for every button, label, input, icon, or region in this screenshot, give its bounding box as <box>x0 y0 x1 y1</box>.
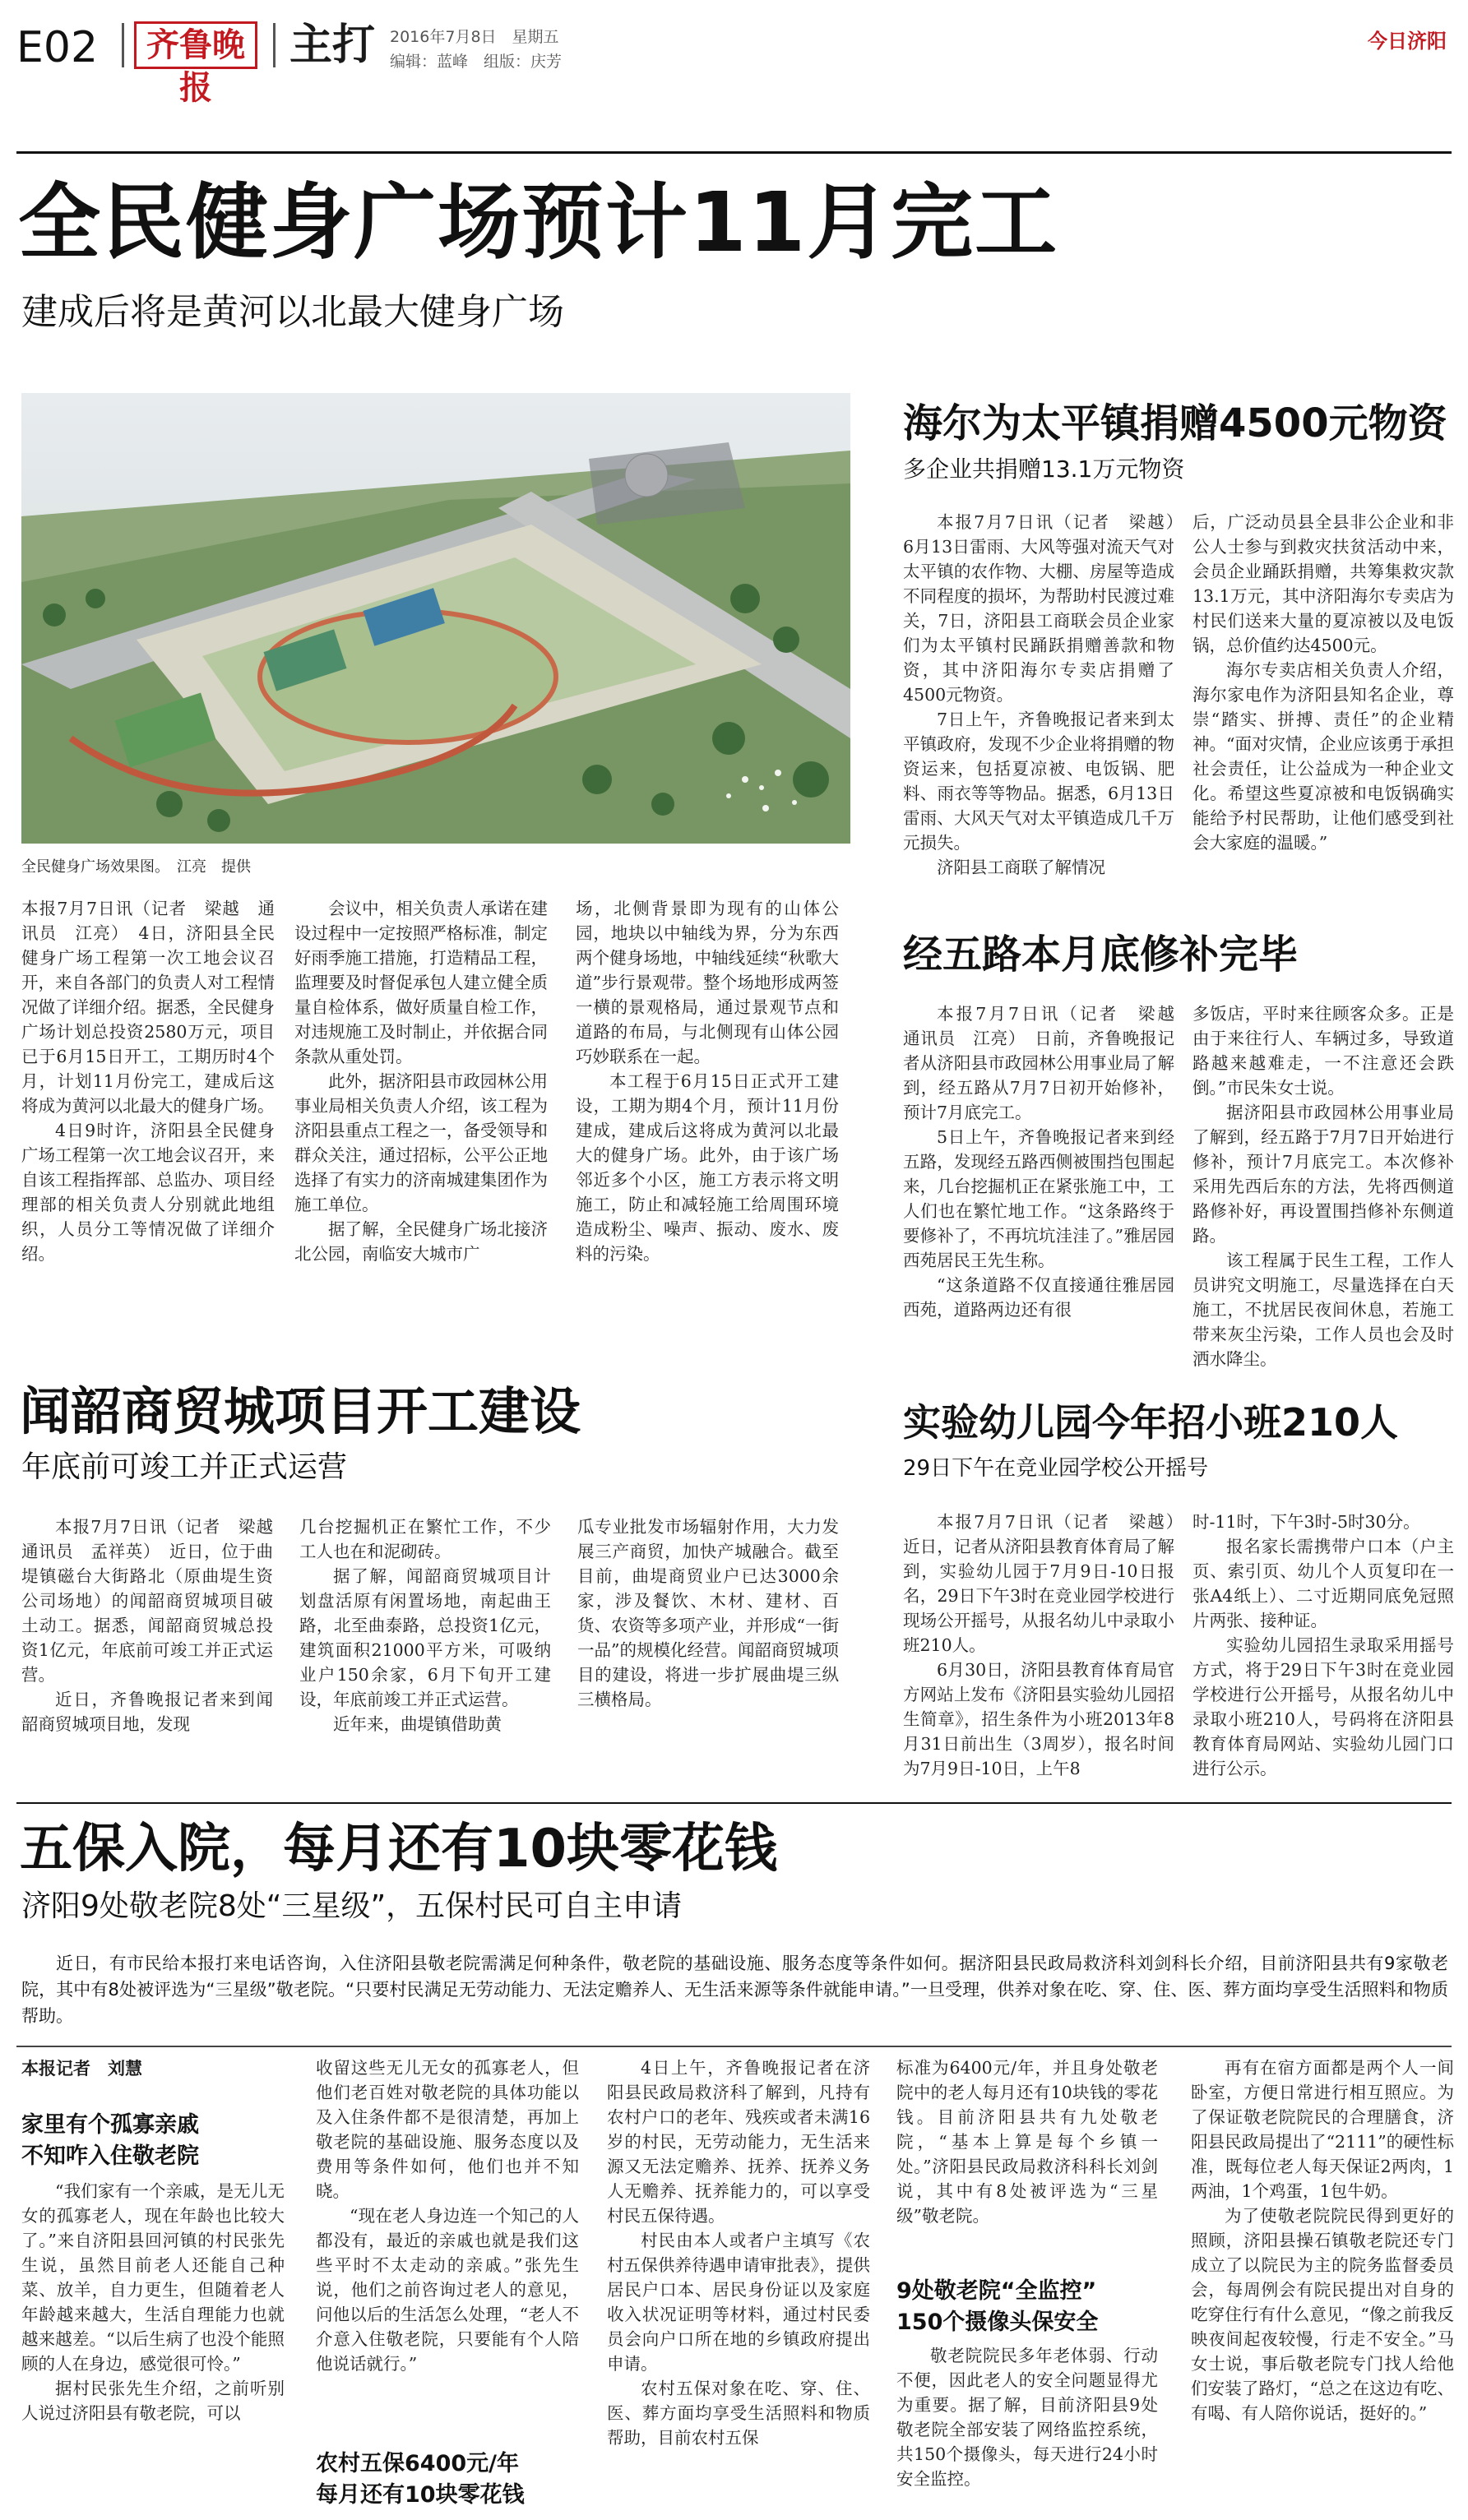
paragraph: 多饭店，平时来往顾客众多。正是由于来往行人、车辆过多，导致道路越来越难走，一不注意还会跌倒。”市民朱女士说。 <box>1192 1004 1454 1098</box>
lead-headline: 全民健身广场预计11月完工 <box>18 174 1059 270</box>
subheading: 家里有个孤寡亲戚 不知咋入住敬老院 <box>21 2112 199 2169</box>
paragraph: 本报7月7日讯（记者 梁越 通讯员 孟祥英） 近日，位于曲堤镇磁台大街路北（原曲堤生资公司场地）的闻韶商贸城项目破土动工。据悉，闻韶商贸城总投资1亿元，年底前可竣工并正式运营。 <box>21 1517 290 1685</box>
paragraph: 此外，据济阳县市政园林公用事业局相关负责人介绍，该工程为济阳县重点工程之一，备受领导和群众关注，通过招标，公平公正地选择了有实力的济南城建集团作为施工单位。 <box>294 1071 548 1214</box>
wubao-column-4b <box>896 2343 1158 2514</box>
paragraph: 据了解，闻韶商贸城项目计划盘活原有闲置场地，南起曲王路，北至曲泰路，总投资1亿元，建筑面积21000平方米，可吸纳业户150余家，6月下旬开工建设，年底前竣工并正式运营。 <box>299 1566 551 1709</box>
paragraph: 场，北侧背景即为现有的山体公园，地块以中轴线为界，分为东西两个健身场地，中轴线延续“秋歌大道”步行景观带。整个场地形成两签一横的景观格局，通过景观节点和道路的布局，与北侧现有山体公园巧妙联系在一起。 <box>576 899 839 1066</box>
header-divider <box>273 23 276 67</box>
image-caption: 全民健身广场效果图。 江亮 提供 <box>21 858 251 876</box>
paragraph: 本报7月7日讯（记者 梁越 通讯员 江亮） 4日，济阳县全民健身广场工程第一次工地会议召开，来自各部门的负责人对工程情况做了详细介绍。据悉，全民健身广场计划总投资2580万元，项目已于6月15日开工，工期历时4个月，计划11月份完工，建成后这将成为黄河以北最大的健身广场。 <box>21 899 275 1116</box>
paragraph: 近日，有市民给本报打来电话咨询，入住济阳县敬老院需满足何种条件，敬老院的基础设施、服务态度等条件如何。据济阳县民政局救济科刘剑科长介绍，目前济阳县共有9家敬老院，其中有8处被评选为“三星级”敬老院。“只要村民满足无劳动能力、无法定赡养人、无生活来源等条件就能申请。”一旦受理，供养对象在吃、穿、住、医、葬方面均享受生活照料和物质帮助。 <box>21 1954 1448 2026</box>
wubao-headline: 五保入院，每月还有10块零花钱 <box>20 1819 778 1880</box>
haier-subheadline: 多企业共捐赠13.1万元物资 <box>903 455 1185 483</box>
paragraph: 后，广泛动员县全县非公企业和非公人士参与到救灾扶贫活动中来，会员企业踊跃捐赠，共筹集救灾款13.1万元，其中济阳海尔专卖店为村民们送来大量的夏凉被以及电饭锅，总价值约达4500元。 <box>1192 512 1454 655</box>
paragraph: 据了解，全民健身广场北接济北公园，南临安大城市广 <box>294 1219 548 1264</box>
wubao-column-1 <box>21 2179 285 2514</box>
paragraph: 本报7月7日讯（记者 梁越 通讯员 江亮） 日前，齐鲁晚报记者从济阳县市政园林公用事业局了解到，经五路从7月7日初开始修补，预计7月底完工。 <box>903 1004 1192 1122</box>
paragraph: 标准为6400元/年，并且身处敬老院中的老人每月还有10块钱的零花钱。目前济阳县共有九处敬老院，“基本上算是每个乡镇一处。”济阳县民政局救济科科长刘剑说，其中有8处被评选为“三星级”敬老院。 <box>896 2058 1158 2226</box>
section-rule <box>16 1802 1452 1804</box>
paragraph: 5日上午，齐鲁晚报记者来到经五路，发现经五路西侧被围挡包围起来，几台挖掘机正在紧张施工中，工人们也在繁忙地工作。“这条路终于要修补了，不再坑坑洼洼了。”雅居园西苑居民王先生称。 <box>903 1127 1174 1270</box>
byline: 本报记者 刘慧 <box>21 2059 142 2078</box>
page-number: E02 <box>16 23 99 72</box>
wubao-subheadline: 济阳9处敬老院8处“三星级”，五保村民可自主申请 <box>21 1889 683 1923</box>
header-rule <box>16 151 1452 154</box>
paragraph: 为了使敬老院院民得到更好的照顾，济阳县操石镇敬老院还专门成立了以院民为主的院务监督委员会，每周例会有院民提出对自身的吃穿住行有什么意见，“像之前我反映夜间起夜较慢，行走不安全。”马女士说，事后敬老院专门找人给他们安装了路灯，“总之在这边有吃、有喝、有人陪你说话，挺好的。” <box>1191 2206 1454 2423</box>
newspaper-logo: 齐鲁晚报 <box>134 21 257 69</box>
lead-subheadline: 建成后将是黄河以北最大健身广场 <box>21 291 564 333</box>
road-column-1 <box>903 1001 1192 1373</box>
editors: 编辑：蓝峰 组版：庆芳 <box>390 53 563 71</box>
intro-rule <box>16 2046 1452 2047</box>
paragraph: 报名家长需携带户口本（户主页、索引页、幼儿个人页复印在一张A4纸上）、二寸近期同底免冠照片两张、接种证。 <box>1192 1537 1454 1630</box>
paragraph: 济阳县工商联了解情况 <box>937 858 1105 877</box>
lead-column-2 <box>294 896 548 1357</box>
paragraph: 本报7月7日讯（记者 梁越） 6月13日雷雨、大风等强对流天气对太平镇的农作物、大棚、房屋等造成不同程度的损坏，为帮助村民渡过难关，7日，济阳县工商联会员企业家们为太平镇村民踊跃捐赠善款和物资，其中济阳海尔专卖店捐赠了4500元物资。 <box>903 512 1192 705</box>
road-headline: 经五路本月底修补完毕 <box>903 932 1299 978</box>
subheading: 农村五保6400元/年 每月还有10块零花钱 <box>316 2451 525 2508</box>
paragraph: 7日上午，齐鲁晚报记者来到太平镇政府，发现不少企业将捐赠的物资运来，包括夏凉被、电饭锅、肥料、雨衣等等物品。据悉，6月13日雷雨、大风天气对太平镇造成几千万元损失。 <box>903 710 1174 853</box>
paragraph: 近年来，曲堤镇借助黄 <box>333 1714 502 1734</box>
haier-headline: 海尔为太平镇捐赠4500元物资 <box>903 400 1447 446</box>
header-divider <box>122 23 124 67</box>
wubao-column-3 <box>607 2055 870 2514</box>
paragraph: “这条道路不仅直接通往雅居园西苑，道路两边还有很 <box>903 1275 1174 1320</box>
paragraph: 几台挖掘机正在繁忙工作，不少工人也在和泥砌砖。 <box>299 1517 551 1561</box>
lead-column-1 <box>21 896 275 1357</box>
paragraph: 据村民张先生介绍，之前听别人说过济阳县有敬老院，可以 <box>21 2379 285 2423</box>
paragraph: 本工程于6月15日正式开工建设，工期为期4个月，预计11月份建成，建成后这将成为黄河以北最大的健身广场。此外，由于该广场邻近多个小区，施工方表示将文明施工，防止和减轻施工给周围环境造成粉尘、噪声、振动、废水、废料的污染。 <box>576 1071 839 1264</box>
kindergarten-headline: 实验幼儿园今年招小班210人 <box>903 1400 1399 1445</box>
paragraph: 近日，齐鲁晚报记者来到闻韶商贸城项目地，发现 <box>21 1690 273 1734</box>
edition-name: 今日济阳 <box>1368 30 1447 53</box>
kindergarten-column-2 <box>1192 1510 1454 1786</box>
wubao-intro <box>21 1950 1448 2036</box>
paragraph: 本报7月7日讯（记者 梁越） 近日，记者从济阳县教育体育局了解到，实验幼儿园于7月9日-10日报名，29日下午3时在竞业园学校进行现场公开摇号，从报名幼儿中录取小班210人。 <box>903 1512 1192 1655</box>
wubao-column-2 <box>316 2055 579 2434</box>
paragraph: 敬老院院民多年老体弱、行动不便，因此老人的安全问题显得尤为重要。据了解，目前济阳县9处敬老院全部安装了网络监控系统，共150个摄像头，每天进行24小时安全监控。 <box>896 2346 1158 2489</box>
paragraph: 再有在宿方面都是两个人一间卧室，方便日常进行相互照应。为了保证敬老院院民的合理膳食，济阳县民政局提出了“2111”的硬性标准，既每位老人每天保证2两肉，1两油，1个鸡蛋，1包牛奶。 <box>1191 2058 1454 2201</box>
section-name: 主打 <box>289 21 376 70</box>
paragraph: 收留这些无儿无女的孤寡老人，但他们老百姓对敬老院的具体功能以及入住条件都不是很清楚，再加上敬老院的基础设施、服务态度以及费用等条件如何，他们也并不知晓。 <box>316 2058 579 2201</box>
wenshao-column-2 <box>299 1514 551 1786</box>
wenshao-column-1 <box>21 1514 290 1786</box>
kindergarten-column-1 <box>903 1510 1192 1786</box>
paragraph: 4日上午，齐鲁晚报记者在济阳县民政局救济科了解到，凡持有农村户口的老年、残疾或者未满16岁的村民，无劳动能力，无生活来源又无法定赡养、抚养、抚养义务人无赡养、抚养能力的，可以享受村民五保待遇。 <box>607 2058 870 2226</box>
paragraph: 瓜专业批发市场辐射作用，大力发展三产商贸，加快产城融合。截至目前，曲堤商贸业户已达3000余家，涉及餐饮、木材、建材、百货、农资等多项产业，并形成“一街一品”的规模化经营。闻韶商贸城项目的建设，将进一步扩展曲堤三纵三横格局。 <box>577 1517 839 1709</box>
wenshao-subheadline: 年底前可竣工并正式运营 <box>21 1450 348 1484</box>
plaza-rendering <box>21 393 850 844</box>
lead-column-3 <box>576 896 839 1357</box>
paragraph: 会议中，相关负责人承诺在建设过程中一定按照严格标准，制定好雨季施工措施，打造精品工程，监理要及时督促承包人建立健全质量自检体系，做好质量自检工作，对违规施工及时制止，并依据合同条款从重处罚。 <box>294 899 548 1066</box>
paragraph: “现在老人身边连一个知己的人都没有，最近的亲戚也就是我们这些平时不太走动的亲戚。”张先生说，他们之前咨询过老人的意见，问他以后的生活怎么处理，“老人不介意入住敬老院，只要能有个人陪他说话就行。” <box>316 2206 579 2374</box>
kindergarten-subheadline: 29日下午在竞业园学校公开摇号 <box>903 1456 1209 1481</box>
wubao-column-5 <box>1191 2055 1454 2514</box>
paragraph: 农村五保对象在吃、穿、住、医、葬方面均享受生活照料和物质帮助，目前农村五保 <box>607 2379 870 2448</box>
road-column-2 <box>1192 1001 1454 1373</box>
issue-date: 2016年7月8日 星期五 <box>390 28 559 46</box>
paragraph: 村民由本人或者户主填写《农村五保供养待遇申请审批表》，提供居民户口本、居民身份证以及家庭收入状况证明等材料，通过村民委员会向户口所在地的乡镇政府提出申请。 <box>607 2231 870 2374</box>
paragraph: 该工程属于民生工程，工作人员讲究文明施工，尽量选择在白天施工，不扰居民夜间休息，若施工带来灰尘污染，工作人员也会及时洒水降尘。 <box>1192 1251 1454 1369</box>
paragraph: 6月30日，济阳县教育体育局官方网站上发布《济阳县实验幼儿园招生简章》，招生条件为小班2013年8月31日前出生（3周岁），报名时间为7月9日-10日，上午8 <box>903 1660 1174 1778</box>
subheading: 9处敬老院“全监控” 150个摄像头保安全 <box>896 2278 1099 2335</box>
paragraph: 海尔专卖店相关负责人介绍，海尔家电作为济阳县知名企业，尊崇“踏实、拼搏、责任”的企业精神。“面对灾情，企业应该勇于承担社会责任，让公益成为一种企业文化。希望这些夏凉被和电饭锅确实能给予村民帮助，让他们感受到社会大家庭的温暖。” <box>1192 660 1454 853</box>
paragraph: “我们家有一个亲戚，是无儿无女的孤寡老人，现在年龄也比较大了。”来自济阳县回河镇的村民张先生说，虽然目前老人还能自己种菜、放羊，自力更生，但随着老人年龄越来越大，生活自理能力也就越来越差。“以后生病了也没个能照顾的人在身边，感觉很可怜。” <box>21 2181 285 2374</box>
haier-column-2 <box>1192 510 1454 913</box>
paragraph: 4日9时许，济阳县全民健身广场工程第一次工地会议召开，来自该工程指挥部、总监办、项目经理部的相关负责人分别就此地组织，人员分工等情况做了详细介绍。 <box>21 1121 275 1264</box>
wenshao-headline: 闻韶商贸城项目开工建设 <box>20 1381 581 1441</box>
haier-column-1 <box>903 510 1192 913</box>
wubao-column-4 <box>896 2055 1158 2259</box>
paragraph: 据济阳县市政园林公用事业局了解到，经五路于7月7日开始进行修补，预计7月底完工。本次修补采用先西后东的方法，先将西侧道路修补好，再设置围挡修补东侧道路。 <box>1192 1103 1454 1246</box>
paragraph: 时-11时，下午3时-5时30分。 <box>1192 1512 1420 1532</box>
wenshao-column-3 <box>577 1514 839 1786</box>
paragraph: 实验幼儿园招生录取采用摇号方式，将于29日下午3时在竞业园学校进行公开摇号，从报名幼儿中录取小班210人，号码将在济阳县教育体育局网站、实验幼儿园门口进行公示。 <box>1192 1635 1454 1778</box>
